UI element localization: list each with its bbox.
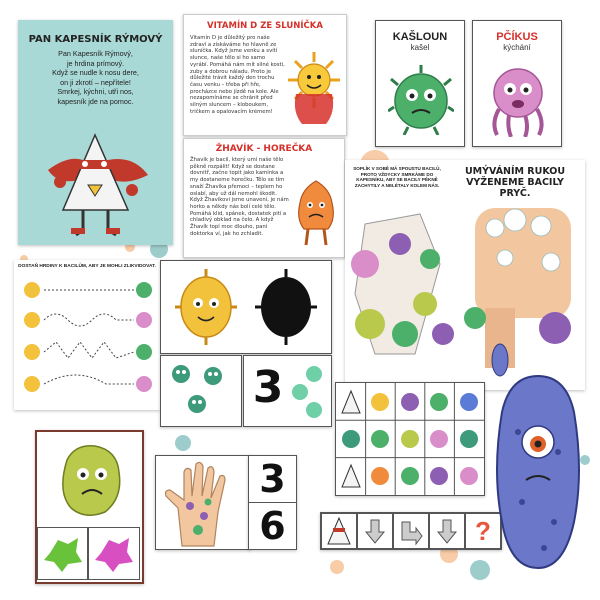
vitamin-card (183, 14, 347, 136)
hand-with-germs-illustration (156, 456, 249, 549)
arrow-down-icon (358, 514, 392, 548)
color-option-green[interactable] (37, 527, 88, 580)
number-card-3-a (243, 355, 332, 427)
number-stack-card (248, 455, 297, 550)
germ-grid (336, 383, 484, 495)
germ-grid-card (335, 382, 485, 496)
green-splat-icon (38, 528, 88, 578)
color-option-pink[interactable] (88, 527, 140, 580)
count-germs-card (160, 355, 242, 427)
wash-caption: SOPLÍK V SOBĚ MÁ SPOUSTU BACILŮ, PROTO VŽDYCKY SMRKÁME DO KAPESNÍKU, ABY SE BACILY PĚKNĚ ZACHYTILY A NELÉTALY KOLEM NÁS. (353, 166, 441, 188)
lime-germ-icon (55, 442, 125, 520)
vitamin-title: VITAMÍN D ZE SLUNÍČKA (207, 21, 323, 31)
green-germ-icon (388, 65, 454, 135)
poem-title: PAN KAPESNÍK RÝMOVÝ (28, 34, 163, 45)
small-purple-germ-icon (490, 342, 510, 378)
vitamin-text: Vitamín D je důležitý pro naše zdraví a získáváme ho hlavně ze sluníčka. Když jsme venku a svítí slunce, naše tělo si ho samo vyrábí. Pomáhá nám mít silné kosti, zuby a dobrou náladu. Proto je důležité trávit každý den trochu času venku – třeba při hře, procházce nebo jízdě na kole. Ale nezapomínáme se chránit před silným sluncem – kloboukem, tričkem a opalovacím krémem! (190, 35, 285, 115)
sequence-tissue-cell (321, 513, 357, 549)
sequence-arrow-cell (429, 513, 465, 549)
tissue-with-germs-illustration (345, 204, 457, 384)
sequence-arrow-cell (357, 513, 393, 549)
tissue-hero-illustration (38, 130, 153, 240)
sneeze-subtitle: kýchání (503, 43, 531, 52)
germ-shadow-icon (251, 267, 321, 347)
arrow-down-right-icon (394, 514, 428, 548)
cough-subtitle: kašel (410, 43, 430, 52)
poem-line: Smrkej, kýchni, utři nos, (57, 87, 134, 97)
poem-line: Pan Kapesník Rýmový, (58, 49, 133, 58)
pink-splat-icon (89, 528, 139, 578)
fever-text: Žhavík je bacil, který umí naše tělo pěkně rozpálit! Když se dostane dovnitř, začne topit jako kamínka a my dostaneme horečku. Tělo se tím snaží Žhavíka přemoci – teplem ho oslabí, aby už dál nemohl škodit. Když Žhavíkovi jsme unavení, je nám horko a někdy nás bolí celé tělo. Pomáhá klid, spánek, dostatek pití a chladivý obklad na čelo. A když Žhavík topí moc dlouho, paní doktorka ví, jak ho zchladit. (190, 157, 289, 237)
poem-card (18, 20, 173, 245)
pink-germ-icon (485, 65, 551, 137)
number-three: 3 (249, 456, 296, 503)
green-germs-group (161, 356, 241, 426)
number-three: 3 (252, 362, 284, 413)
sequence-arrow-cell (393, 513, 429, 549)
arrow-down-icon (430, 514, 464, 548)
number-six: 6 (259, 504, 286, 548)
wash-title: UMÝVÁNÍM RUKOU VYŽENEME BACILY PRYČ. (464, 166, 566, 199)
tracing-paths (16, 274, 158, 409)
smiley-dots-icon (288, 364, 328, 420)
hand-washing-illustration (455, 198, 583, 388)
sneeze-card (472, 20, 562, 147)
question-mark: ? (475, 516, 491, 546)
sun-hero-illustration (284, 50, 344, 130)
fever-germ-icon (292, 179, 340, 249)
tracing-worksheet (14, 260, 160, 410)
yellow-germ-icon (171, 267, 241, 347)
cough-title: KAŠLOUN (392, 31, 448, 43)
hand-count-card (155, 455, 250, 550)
poem-line: je hrdina prímový. (66, 58, 125, 68)
sneeze-title: PČÍKUS (496, 31, 538, 43)
color-match-card (35, 430, 144, 584)
fever-title: ŽHAVÍK - HOREČKA (215, 144, 313, 154)
poem-line: kapesník jde na pomoc. (57, 96, 134, 106)
poem-line: Když se nudle k nosu dere, (52, 68, 139, 78)
fever-card (183, 138, 345, 258)
sequence-card (320, 512, 502, 550)
tracing-title: DOSTAŇ HRDINY K BACILŮM, ABY JE MOHLI ZLIKVIDOVAT. (18, 264, 156, 269)
purple-germ-illustration (492, 372, 584, 572)
poem-lines (18, 49, 173, 107)
shadow-match-card (160, 260, 332, 354)
poem-line: on ji zkrotí – nepřítele! (60, 77, 131, 87)
tissue-hero-icon (322, 514, 356, 548)
hand-wash-card (345, 160, 585, 390)
cough-card (375, 20, 465, 147)
